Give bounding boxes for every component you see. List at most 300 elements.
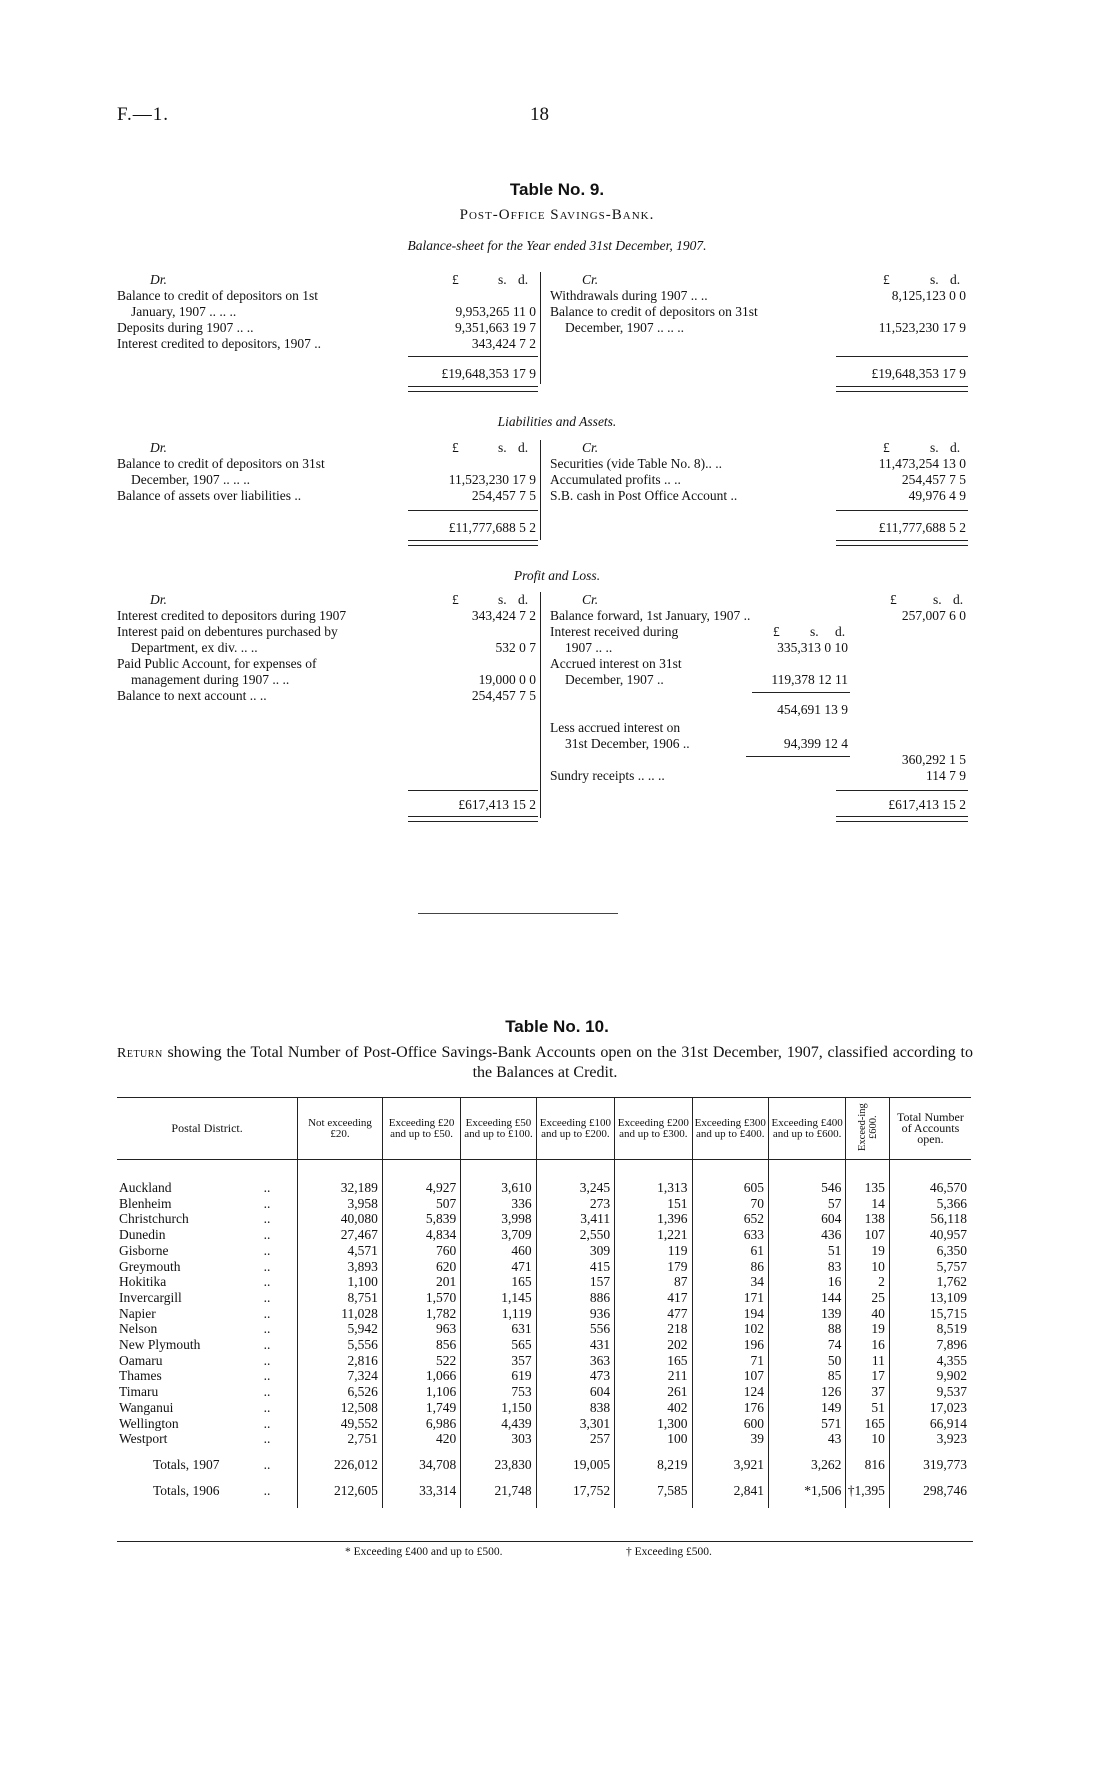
cell-col-7: 149 xyxy=(768,1400,845,1416)
bs-dr-s: s. xyxy=(498,272,507,287)
cell-col-2: 507 xyxy=(382,1196,460,1212)
cell-col-9: 46,570 xyxy=(929,1180,967,1195)
pl-cr-d: d. xyxy=(953,592,964,607)
leader-dots: .. xyxy=(264,1416,298,1432)
leader-dots: .. xyxy=(264,1457,298,1473)
cell-col-7: 83 xyxy=(768,1259,845,1275)
pl-dr-label: Dr. xyxy=(150,592,167,607)
district-name: Westport xyxy=(119,1431,168,1447)
cell-col-1: 27,467 xyxy=(298,1227,383,1243)
cell-col-5: 87 xyxy=(615,1274,692,1290)
district-name: New Plymouth xyxy=(119,1337,201,1353)
cell-col-7: *1,506 xyxy=(768,1483,845,1499)
pl-cr-subtotal: 454,691 13 9 xyxy=(777,702,848,717)
cell-col-9: 66,914 xyxy=(929,1415,967,1431)
pl-dr-d: d. xyxy=(518,592,529,607)
cell-col-1: 6,526 xyxy=(298,1384,383,1400)
cell-col-6: 3,921 xyxy=(692,1457,768,1473)
bs-dr-row1-l2: January, 1907 .. .. .. xyxy=(131,304,237,319)
bs-dr-pound: £ xyxy=(452,272,459,287)
cell-col-1: 12,508 xyxy=(298,1400,383,1416)
cell-col-3: 303 xyxy=(461,1431,536,1447)
spacer-cell xyxy=(298,1160,383,1181)
pl-cr-interest-l1: Interest received during xyxy=(550,624,679,639)
spacer-cell xyxy=(768,1473,845,1483)
spacer-cell xyxy=(889,1160,971,1181)
table-header-row xyxy=(117,1098,971,1160)
cell-col-7: 139 xyxy=(768,1306,845,1322)
pl-dr-row4-l1: Balance to next account .. .. xyxy=(117,688,267,703)
spacer-cell xyxy=(692,1498,768,1508)
cell-col-9: 17,023 xyxy=(929,1399,967,1415)
cell-col-8: 51 xyxy=(846,1400,889,1416)
cell-col-6: 652 xyxy=(692,1211,768,1227)
cell-col-2: 1,106 xyxy=(382,1384,460,1400)
cell-col-2: 856 xyxy=(382,1337,460,1353)
la-dr-row1-l1: Balance to credit of depositors on 31st xyxy=(117,456,325,471)
la-dr-double-rule xyxy=(408,540,538,546)
balance-sheet-caption: Balance-sheet for the Year ended 31st December, 1907. xyxy=(407,238,707,253)
cell-col-4: 556 xyxy=(536,1321,614,1337)
cell-col-8: 19 xyxy=(846,1321,889,1337)
totals-row xyxy=(117,1457,971,1473)
cell-col-9: 319,773 xyxy=(923,1456,967,1472)
bs-cr-rule xyxy=(836,356,968,357)
bs-dr-row3-l1: Interest credited to depositors, 1907 .. xyxy=(117,336,321,351)
cell-col-2: 6,986 xyxy=(382,1416,460,1432)
bs-cr-row2-l2: December, 1907 .. .. .. xyxy=(565,320,685,335)
cell-col-5: 417 xyxy=(615,1290,692,1306)
pl-cr-balance-forward: Balance forward, 1st January, 1907 .. xyxy=(550,608,751,623)
cell-col-9: 9,902 xyxy=(936,1368,967,1384)
pl-cr-accrued-l1: Accrued interest on 31st xyxy=(550,656,682,671)
profit-loss-divider xyxy=(540,592,541,818)
leader-dots: .. xyxy=(264,1274,298,1290)
cell-col-6: 102 xyxy=(692,1321,768,1337)
leader-dots: .. xyxy=(264,1306,298,1322)
bs-cr-total: £19,648,353 17 9 xyxy=(871,366,966,381)
cell-col-2: 420 xyxy=(382,1431,460,1447)
table10-bottom-rule xyxy=(117,1541,973,1542)
spacer-cell xyxy=(768,1498,845,1508)
spacer-cell xyxy=(846,1160,889,1181)
cell-col-2: 4,927 xyxy=(382,1180,460,1196)
cell-col-4: 473 xyxy=(536,1368,614,1384)
cell-col-4: 838 xyxy=(536,1400,614,1416)
cell-col-5: 261 xyxy=(615,1384,692,1400)
cell-col-2: 34,708 xyxy=(382,1457,460,1473)
cell-col-3: 4,439 xyxy=(461,1416,536,1432)
cell-col-9: 56,118 xyxy=(930,1211,967,1227)
cell-col-5: 1,300 xyxy=(615,1416,692,1432)
cell-col-7: 546 xyxy=(768,1180,845,1196)
bs-dr-row3-amount: 343,424 7 2 xyxy=(471,336,536,351)
cell-col-5: 151 xyxy=(615,1196,692,1212)
cell-col-3: 23,830 xyxy=(461,1457,536,1473)
leader-dots: .. xyxy=(264,1384,298,1400)
table-row xyxy=(117,1368,971,1384)
table-row xyxy=(117,1353,971,1369)
table10-desc-rest: showing the Total Number of Post-Office Savings-Bank Accounts open on the 31st December, 1907, classified according to the Balances at Credit. xyxy=(167,1044,973,1081)
cell-col-5: 119 xyxy=(615,1243,692,1259)
pl-cr-balance-forward-amount: 257,007 6 0 xyxy=(901,608,966,623)
leader-dots: .. xyxy=(264,1321,298,1337)
cell-col-1: 3,958 xyxy=(298,1196,383,1212)
liabilities-divider xyxy=(540,440,541,540)
cell-col-2: 963 xyxy=(382,1321,460,1337)
la-dr-label: Dr. xyxy=(150,440,167,455)
spacer-cell xyxy=(536,1160,614,1181)
spacer-row xyxy=(117,1447,971,1457)
cell-col-1: 4,571 xyxy=(298,1243,383,1259)
leader-dots: .. xyxy=(264,1353,298,1369)
cell-col-3: 3,709 xyxy=(461,1227,536,1243)
pl-cr-sub-s: s. xyxy=(810,624,819,639)
district-name: Napier xyxy=(119,1305,156,1321)
spacer-cell xyxy=(692,1473,768,1483)
la-cr-total: £11,777,688 5 2 xyxy=(878,520,966,535)
cell-col-5: 202 xyxy=(615,1337,692,1353)
cell-col-8: 40 xyxy=(846,1306,889,1322)
cell-col-7: 85 xyxy=(768,1368,845,1384)
leader-dots: .. xyxy=(264,1368,298,1384)
bs-dr-row2-l1: Deposits during 1907 .. .. xyxy=(117,320,254,335)
cell-col-5: 477 xyxy=(615,1306,692,1322)
spacer-cell xyxy=(117,1473,264,1483)
cell-col-3: 471 xyxy=(461,1259,536,1275)
pl-dr-row2-l2: Department, ex div. .. .. xyxy=(131,640,258,655)
spacer-cell xyxy=(846,1498,889,1508)
spacer-cell xyxy=(461,1447,536,1457)
th-total-accounts: Total Number of Accounts open. xyxy=(897,1110,964,1146)
cell-col-8: †1,395 xyxy=(846,1483,889,1499)
pl-dr-row3-l1: Paid Public Account, for expenses of xyxy=(117,656,317,671)
bs-dr-row2-amount: 9,351,663 19 7 xyxy=(455,320,536,335)
spacer-cell xyxy=(889,1473,971,1483)
la-dr-row1-amount: 11,523,230 17 9 xyxy=(448,472,536,487)
bs-cr-row2-amount: 11,523,230 17 9 xyxy=(878,320,966,335)
spacer-cell xyxy=(536,1498,614,1508)
cell-col-4: 2,550 xyxy=(536,1227,614,1243)
district-name: Oamaru xyxy=(119,1352,163,1368)
cell-col-5: 165 xyxy=(615,1353,692,1369)
district-name: Gisborne xyxy=(119,1242,169,1258)
la-cr-double-rule xyxy=(836,540,968,546)
cell-col-1: 5,556 xyxy=(298,1337,383,1353)
table-row xyxy=(117,1227,971,1243)
table-row xyxy=(117,1274,971,1290)
pl-cr-interest-amount: 335,313 0 10 xyxy=(777,640,848,655)
cell-col-1: 32,189 xyxy=(298,1180,383,1196)
cell-col-4: 309 xyxy=(536,1243,614,1259)
cell-col-4: 431 xyxy=(536,1337,614,1353)
cell-col-8: 10 xyxy=(846,1431,889,1447)
cell-col-5: 1,313 xyxy=(615,1180,692,1196)
cell-col-1: 1,100 xyxy=(298,1274,383,1290)
cell-col-8: 11 xyxy=(846,1353,889,1369)
cell-col-7: 126 xyxy=(768,1384,845,1400)
cell-col-7: 88 xyxy=(768,1321,845,1337)
cell-col-6: 176 xyxy=(692,1400,768,1416)
spacer-cell xyxy=(382,1160,460,1181)
cell-col-1: 226,012 xyxy=(298,1457,383,1473)
pl-cr-less-amount: 94,399 12 4 xyxy=(783,736,848,751)
pl-cr-s: s. xyxy=(933,592,942,607)
spacer-row xyxy=(117,1473,971,1483)
cell-col-1: 2,816 xyxy=(298,1353,383,1369)
table-row xyxy=(117,1306,971,1322)
pl-cr-accrued-l2: December, 1907 .. xyxy=(565,672,664,687)
la-dr-row2-amount: 254,457 7 5 xyxy=(471,488,536,503)
table-row xyxy=(117,1243,971,1259)
cell-col-5: 211 xyxy=(615,1368,692,1384)
th-postal-district: Postal District. xyxy=(117,1098,298,1160)
spacer-cell xyxy=(117,1498,264,1508)
cell-col-2: 1,749 xyxy=(382,1400,460,1416)
page-number: 18 xyxy=(530,104,549,125)
cell-col-5: 179 xyxy=(615,1259,692,1275)
cell-col-5: 100 xyxy=(615,1431,692,1447)
spacer-cell xyxy=(615,1498,692,1508)
district-name: Totals, 1907 xyxy=(153,1456,220,1472)
cell-col-7: 50 xyxy=(768,1353,845,1369)
table-row xyxy=(117,1211,971,1227)
pl-cr-rule xyxy=(836,790,968,791)
pl-cr-interest-l2: 1907 .. .. xyxy=(565,640,613,655)
la-cr-row1-amount: 11,473,254 13 0 xyxy=(878,456,966,471)
cell-col-8: 165 xyxy=(846,1416,889,1432)
table-row xyxy=(117,1416,971,1432)
leader-dots: .. xyxy=(264,1227,298,1243)
profit-loss-caption: Profit and Loss. xyxy=(513,568,601,583)
cell-col-6: 124 xyxy=(692,1384,768,1400)
cell-col-3: 357 xyxy=(461,1353,536,1369)
cell-col-3: 753 xyxy=(461,1384,536,1400)
cell-col-2: 760 xyxy=(382,1243,460,1259)
pl-cr-less-l2: 31st December, 1906 .. xyxy=(565,736,690,751)
cell-col-7: 57 xyxy=(768,1196,845,1212)
th-50-to-100: Exceeding £50 and up to £100. xyxy=(461,1098,536,1160)
cell-col-8: 2 xyxy=(846,1274,889,1290)
pl-cr-sundry-amount: 114 7 9 xyxy=(926,768,966,783)
district-name: Invercargill xyxy=(119,1289,182,1305)
cell-col-6: 61 xyxy=(692,1243,768,1259)
pl-cr-net: 360,292 1 5 xyxy=(901,752,966,767)
table10-title: Table No. 10. xyxy=(505,1017,609,1036)
la-cr-rule xyxy=(836,510,968,511)
cell-col-8: 135 xyxy=(846,1180,889,1196)
cell-col-5: 1,396 xyxy=(615,1211,692,1227)
pl-cr-double-rule xyxy=(836,816,968,822)
page-code: F.—1. xyxy=(117,104,170,125)
cell-col-6: 70 xyxy=(692,1196,768,1212)
cell-col-6: 34 xyxy=(692,1274,768,1290)
cell-col-6: 39 xyxy=(692,1431,768,1447)
cell-col-4: 3,301 xyxy=(536,1416,614,1432)
la-dr-row1-l2: December, 1907 .. .. .. xyxy=(131,472,251,487)
cell-col-9: 7,896 xyxy=(936,1337,967,1353)
cell-col-4: 415 xyxy=(536,1259,614,1275)
cell-col-1: 49,552 xyxy=(298,1416,383,1432)
th-100-to-200: Exceeding £100 and up to £200. xyxy=(536,1098,614,1160)
spacer-cell xyxy=(382,1473,460,1483)
cell-col-2: 1,066 xyxy=(382,1368,460,1384)
bs-cr-row2-l1: Balance to credit of depositors on 31st xyxy=(550,304,758,319)
cell-col-3: 21,748 xyxy=(461,1483,536,1499)
cell-col-7: 16 xyxy=(768,1274,845,1290)
cell-col-5: 402 xyxy=(615,1400,692,1416)
cell-col-2: 4,834 xyxy=(382,1227,460,1243)
liabilities-caption: Liabilities and Assets. xyxy=(497,414,617,429)
cell-col-6: 71 xyxy=(692,1353,768,1369)
cell-col-3: 460 xyxy=(461,1243,536,1259)
spacer-cell xyxy=(536,1447,614,1457)
cell-col-7: 571 xyxy=(768,1416,845,1432)
cell-col-7: 144 xyxy=(768,1290,845,1306)
bs-dr-row1-amount: 9,953,265 11 0 xyxy=(455,304,536,319)
spacer-cell xyxy=(889,1447,971,1457)
cell-col-1: 212,605 xyxy=(298,1483,383,1499)
cell-col-1: 5,942 xyxy=(298,1321,383,1337)
leader-dots: .. xyxy=(264,1290,298,1306)
cell-col-9: 8,519 xyxy=(936,1321,967,1337)
th-20-to-50: Exceeding £20 and up to £50. xyxy=(382,1098,460,1160)
leader-dots: .. xyxy=(264,1211,298,1227)
pl-dr-double-rule xyxy=(408,816,538,822)
cell-col-4: 157 xyxy=(536,1274,614,1290)
cell-col-4: 19,005 xyxy=(536,1457,614,1473)
spacer-cell xyxy=(615,1473,692,1483)
pl-cr-total: £617,413 15 2 xyxy=(888,797,966,812)
th-200-to-300: Exceeding £200 and up to £300. xyxy=(615,1098,692,1160)
cell-col-7: 74 xyxy=(768,1337,845,1353)
leader-dots: .. xyxy=(264,1180,298,1196)
cell-col-9: 298,746 xyxy=(923,1482,967,1498)
pl-cr-less-l1: Less accrued interest on xyxy=(550,720,681,735)
pl-cr-sub-d: d. xyxy=(835,624,846,639)
cell-col-4: 3,245 xyxy=(536,1180,614,1196)
cell-col-6: 86 xyxy=(692,1259,768,1275)
cell-col-5: 7,585 xyxy=(615,1483,692,1499)
cell-col-2: 33,314 xyxy=(382,1483,460,1499)
cell-col-8: 37 xyxy=(846,1384,889,1400)
table10-desc-first: Return xyxy=(117,1046,163,1061)
table-row xyxy=(117,1290,971,1306)
cell-col-4: 3,411 xyxy=(536,1211,614,1227)
section-separator xyxy=(418,913,618,914)
spacer-cell xyxy=(298,1498,383,1508)
cell-col-2: 5,839 xyxy=(382,1211,460,1227)
la-dr-s: s. xyxy=(498,440,507,455)
la-cr-label: Cr. xyxy=(582,440,599,455)
cell-col-2: 1,570 xyxy=(382,1290,460,1306)
th-400-to-600: Exceeding £400 and up to £600. xyxy=(768,1098,845,1160)
district-name: Wanganui xyxy=(119,1399,174,1415)
cell-col-6: 605 xyxy=(692,1180,768,1196)
pl-cr-accrued-amount: 119,378 12 11 xyxy=(771,672,848,687)
cell-col-8: 138 xyxy=(846,1211,889,1227)
district-name: Blenheim xyxy=(119,1195,172,1211)
pl-dr-s: s. xyxy=(498,592,507,607)
la-cr-s: s. xyxy=(930,440,939,455)
spacer-cell xyxy=(264,1160,298,1181)
balance-sheet-divider xyxy=(540,272,541,384)
spacer-cell xyxy=(264,1498,298,1508)
pl-dr-row4-amount: 254,457 7 5 xyxy=(471,688,536,703)
cell-col-3: 3,998 xyxy=(461,1211,536,1227)
cell-col-1: 7,324 xyxy=(298,1368,383,1384)
cell-col-8: 816 xyxy=(846,1457,889,1473)
cell-col-5: 1,221 xyxy=(615,1227,692,1243)
table-row xyxy=(117,1321,971,1337)
la-dr-rule xyxy=(408,510,538,511)
spacer-cell xyxy=(461,1473,536,1483)
leader-dots: .. xyxy=(264,1243,298,1259)
bs-dr-rule xyxy=(408,356,538,357)
accounts-table xyxy=(117,1097,971,1508)
cell-col-6: 194 xyxy=(692,1306,768,1322)
cell-col-9: 6,350 xyxy=(936,1242,967,1258)
la-cr-row3-amount: 49,976 4 9 xyxy=(908,488,966,503)
la-cr-row1-l1: Securities (vide Table No. 8).. .. xyxy=(550,456,723,471)
spacer-cell xyxy=(117,1447,264,1457)
cell-col-4: 17,752 xyxy=(536,1483,614,1499)
cell-col-4: 257 xyxy=(536,1431,614,1447)
spacer-cell xyxy=(264,1473,298,1483)
cell-col-4: 936 xyxy=(536,1306,614,1322)
bs-cr-label: Cr. xyxy=(582,272,599,287)
bs-dr-total: £19,648,353 17 9 xyxy=(441,366,536,381)
cell-col-9: 5,366 xyxy=(936,1195,967,1211)
table-row xyxy=(117,1400,971,1416)
district-name: Dunedin xyxy=(119,1227,166,1243)
leader-dots: .. xyxy=(264,1196,298,1212)
spacer-cell xyxy=(768,1447,845,1457)
pl-dr-row1-l1: Interest credited to depositors during 1907 xyxy=(117,608,347,623)
spacer-cell xyxy=(889,1498,971,1508)
leader-dots: .. xyxy=(264,1337,298,1353)
pl-cr-sundry: Sundry receipts .. .. .. xyxy=(550,768,665,783)
totals-row xyxy=(117,1483,971,1499)
district-name: Totals, 1906 xyxy=(153,1482,220,1498)
bs-cr-d: d. xyxy=(950,272,961,287)
table-row xyxy=(117,1196,971,1212)
bs-cr-row1-l1: Withdrawals during 1907 .. .. xyxy=(550,288,708,303)
district-name: Thames xyxy=(119,1368,162,1384)
cell-col-2: 522 xyxy=(382,1353,460,1369)
spacer-cell xyxy=(298,1447,383,1457)
cell-col-4: 273 xyxy=(536,1196,614,1212)
pl-dr-row2-amount: 532 0 7 xyxy=(495,640,536,655)
cell-col-8: 107 xyxy=(846,1227,889,1243)
footnote-2: † Exceeding £500. xyxy=(626,1546,712,1558)
cell-col-4: 886 xyxy=(536,1290,614,1306)
cell-col-1: 40,080 xyxy=(298,1211,383,1227)
cell-col-4: 604 xyxy=(536,1384,614,1400)
la-dr-d: d. xyxy=(518,440,529,455)
district-name: Greymouth xyxy=(119,1258,181,1274)
pl-cr-less-rule xyxy=(746,756,850,757)
pl-dr-pound: £ xyxy=(452,592,459,607)
cell-col-6: 171 xyxy=(692,1290,768,1306)
cell-col-8: 10 xyxy=(846,1259,889,1275)
cell-col-6: 633 xyxy=(692,1227,768,1243)
cell-col-3: 619 xyxy=(461,1368,536,1384)
bs-dr-d: d. xyxy=(518,272,529,287)
cell-col-6: 2,841 xyxy=(692,1483,768,1499)
cell-col-9: 1,762 xyxy=(936,1274,967,1290)
cell-col-2: 1,782 xyxy=(382,1306,460,1322)
